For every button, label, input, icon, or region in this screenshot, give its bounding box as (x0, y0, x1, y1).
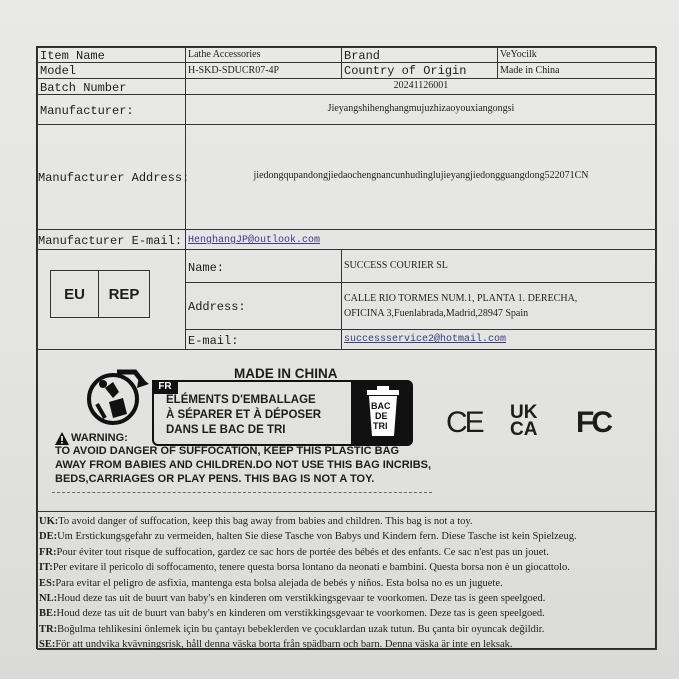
model-label: Model (40, 64, 77, 78)
warning-title: WARNING: (71, 432, 128, 444)
address-value: jiedongqupandongjiedaochengnancunhudinglujieyangjiedongguangdong522071CN (253, 170, 589, 181)
lang-line-de: DE:Um Erstickungsgefahr zu vermeiden, halten Sie diese Tasche von Babys und Kindern fern. Diese Tasche ist kein Spielzeug. (39, 531, 577, 543)
warning-line3: BEDS,CARRIAGES OR PLAY PENS. THIS BAG IS NOT A TOY. (55, 473, 375, 485)
eu-rep-cell (37, 249, 186, 350)
country-value: Made in China (500, 65, 560, 76)
lang-line-es: ES:Para evitar el peligro de asfixia, mantenga esta bolsa alejada de bebés y niños. Esta bolsa no es un juguete. (39, 577, 503, 589)
rep-address-line1: CALLE RIO TORMES NUM.1, PLANTA 1. DERECHA, (344, 293, 578, 304)
address-label-cell (37, 124, 190, 230)
warning-line2: AWAY FROM BABIES AND CHILDREN.DO NOT USE THIS BAG INCRIBS, (55, 459, 432, 471)
manufacturer-email-label: Manufacturer E-mail: (38, 234, 183, 248)
triman-line1: ÉLÉMENTS D'EMBALLAGE (166, 394, 316, 406)
triman-line3: DANS LE BAC DE TRI (166, 424, 286, 436)
fr-badge: FR (152, 380, 178, 394)
rep-address-label-cell (185, 282, 342, 330)
lang-line-uk: UK:To avoid danger of suffocation, keep this bag away from babies and children. This bag is not a toy. (39, 516, 473, 527)
rep-name-value: SUCCESS COURIER SL (344, 260, 448, 271)
fcc-mark-icon: FC (576, 406, 610, 439)
rep-name-value-cell (341, 249, 657, 283)
language-warnings (37, 511, 657, 650)
rep-address-value-cell (341, 282, 657, 330)
country-label: Country of Origin (344, 64, 467, 78)
lang-line-it: IT:Per evitare il pericolo di soffocamento, tenere questa borsa lontano da neonati e bambini. Questa borsa non è un giocattolo. (39, 562, 570, 574)
country-value-cell (497, 62, 657, 79)
manufacturer-label: Manufacturer: (40, 104, 134, 118)
rep-email-value-cell (341, 329, 657, 350)
manufacturer-label-cell (37, 94, 186, 125)
item-name-value-cell (185, 47, 342, 63)
model-value: H-SKD-SDUCR07-4P (188, 65, 280, 76)
symbols-area (37, 349, 657, 511)
label-frame (36, 46, 656, 649)
ukca-mark-icon (510, 404, 537, 438)
bin-text-1: BAC (371, 401, 391, 411)
warning-line1: TO AVOID DANGER OF SUFFOCATION, KEEP THIS PLASTIC BAG (55, 445, 400, 457)
batch-value-cell (185, 78, 657, 95)
lang-line-se: SE:För att undvika kvävningsrisk, håll denna väska borta från spädbarn och barn. Denna väska är inte en leksak. (39, 639, 513, 651)
country-label-cell (341, 62, 498, 79)
rep-name-label: Name: (188, 261, 225, 275)
item-name-label: Item Name (40, 49, 105, 63)
model-label-cell (37, 62, 186, 79)
triman-line2: À SÉPARER ET À DÉPOSER (166, 409, 322, 421)
rep-address-line2: OFICINA 3,Fuenlabrada,Madrid,28947 Spain (344, 308, 529, 319)
batch-label: Batch Number (40, 81, 127, 95)
batch-value: 20241126001 (393, 80, 449, 91)
warning-divider (52, 492, 432, 493)
bin-text-2: DE (375, 411, 388, 421)
sorting-bin-panel (351, 380, 413, 446)
lang-line-be: BE:Houd deze tas uit de buurt van baby's en kinderen om verstikkingsgevaar te voorkomen. Deze tas is geen speelgoed. (39, 608, 545, 620)
manufacturer-email-link[interactable]: HenghangJP@outlook.com (188, 235, 321, 246)
email-value-cell (185, 229, 657, 250)
ukca-uk: UK (510, 402, 538, 423)
brand-label-cell (341, 47, 498, 63)
brand-value-cell (497, 47, 657, 63)
lang-line-fr: FR:Pour éviter tout risque de suffocation, gardez ce sac hors de portée des bébés et des enfants. Ce sac n'est pas un jouet. (39, 546, 549, 558)
triman-box (152, 380, 413, 446)
model-value-cell (185, 62, 342, 79)
address-value-cell (185, 124, 657, 230)
rep-email-link[interactable]: successservice2@hotmail.com (344, 334, 507, 345)
address-label: Manufacturer Address: (38, 171, 190, 185)
rep-email-label-cell (185, 329, 342, 350)
rep-text: REP (108, 285, 140, 303)
brand-value: VeYocilk (500, 49, 537, 60)
batch-label-cell (37, 78, 186, 95)
manufacturer-value-cell (185, 94, 657, 125)
recycle-icon (83, 368, 151, 430)
eu-box (50, 270, 99, 318)
made-in-china: MADE IN CHINA (234, 366, 338, 381)
bin-text-3: TRI (373, 421, 388, 431)
ce-mark-icon: CE (446, 406, 482, 439)
manufacturer-value: Jieyangshihenghangmujuzhizaoyouxiangongsi (327, 103, 515, 114)
item-name-label-cell (37, 47, 186, 63)
rep-email-label: E-mail: (188, 334, 239, 348)
ukca-ca: CA (510, 419, 538, 440)
rep-box (98, 270, 150, 318)
item-name-value: Lathe Accessories (188, 49, 261, 60)
eu-text: EU (64, 285, 85, 303)
brand-label: Brand (344, 49, 381, 63)
rep-address-label: Address: (188, 300, 246, 314)
lang-line-tr: TR:Boğulma tehlikesini önlemek için bu çantayı bebeklerden ve çocuklardan uzak tutun. Bu çanta bir oyuncak değildir. (39, 623, 545, 635)
warning-triangle-icon (55, 432, 69, 445)
rep-name-label-cell (185, 249, 342, 283)
lang-line-nl: NL:Houd deze tas uit de buurt van baby's en kinderen om verstikkingsgevaar te voorkomen. Deze tas is geen speelgoed. (39, 593, 546, 605)
email-label-cell (37, 229, 186, 250)
